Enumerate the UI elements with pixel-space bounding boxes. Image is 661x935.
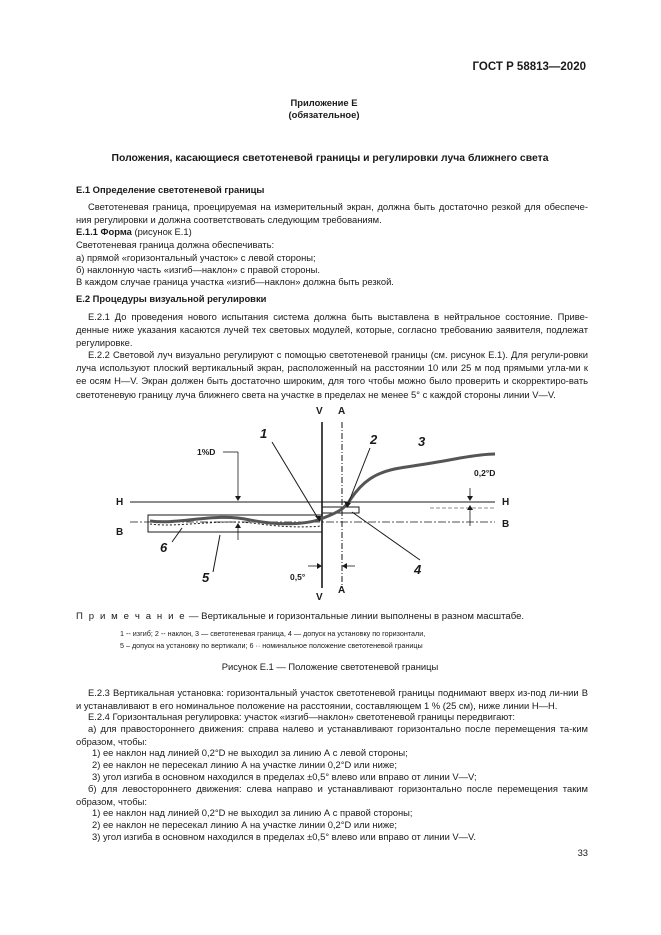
figure-legend-1: 1 -- изгиб; 2 -- наклон, 3 — светотеневая граница, 4 — допуск на установку по горизонтали, — [120, 629, 426, 638]
label-6: 6 — [160, 540, 168, 555]
paragraph-e24: Е.2.4 Горизонтальная регулировка: участок «изгиб—наклон» светотеневой границы передвигают: — [88, 711, 516, 722]
list-item-e11-b: б) наклонную часть «изгиб—наклон» с правой стороны. — [76, 264, 321, 275]
figure-note-text: — Вертикальные и горизонтальные линии выполнены в разном масштабе. — [186, 611, 525, 622]
label-1pct-d: 1%D — [197, 447, 216, 457]
section-e2-heading: Е.2 Процедуры визуальной регулировки — [76, 293, 267, 304]
label-4: 4 — [414, 562, 422, 577]
section-e11-heading — [76, 225, 192, 238]
list-item-e24-a2: 2) ее наклон не пересекал линию А на участке линии 0,2°D или ниже; — [92, 759, 397, 770]
label-a-top: A — [338, 406, 346, 417]
figure-legend-2: 5 – допуск на установку по вертикали; 6 ·· номинальное положение светотеневой границы — [120, 641, 423, 650]
appendix-status: (обязательное) — [288, 109, 360, 120]
list-item-e24-b2: 2) ее наклон не пересекал линию А на участке линии 0,2°D или ниже; — [92, 819, 397, 830]
figure-caption: Рисунок Е.1 — Положение светотеневой границы — [221, 661, 439, 672]
label-b-left: B — [116, 527, 124, 538]
standard-number: ГОСТ Р 58813—2020 — [472, 61, 586, 73]
section-e11-ref: (рисунок Е.1) — [131, 226, 192, 237]
section-e11-title: Е.1.1 Форма — [76, 226, 132, 237]
figure-note — [76, 611, 588, 622]
label-3: 3 — [418, 434, 426, 449]
paragraph-e11-intro: Светотеневая граница должна обеспечивать: — [76, 239, 275, 250]
paragraph-e23: Е.2.3 Вертикальная установка: горизонтальный участок светотеневой границы поднимают вверх из-под ли-нии В и устанавливают в его номинальное положение на расстоянии, составляющем 1 % (25 см), ниже линии Н—Н. — [76, 687, 588, 712]
paragraph-e11-end: В каждом случае граница участка «изгиб—наклон» должна быть резкой. — [76, 276, 394, 287]
page-number: 33 — [577, 847, 588, 858]
list-item-e24-b3: 3) угол изгиба в основном находился в пределах ±0,5° влево или вправо от линии V—V. — [92, 831, 477, 842]
label-02d: 0,2°D — [474, 468, 496, 478]
label-2: 2 — [370, 432, 378, 447]
figure-e1 — [100, 400, 540, 605]
appendix-title: Приложение Е — [290, 97, 358, 108]
label-v-bottom: V — [316, 592, 323, 603]
label-1: 1 — [260, 426, 268, 441]
section-e1-heading: Е.1 Определение светотеневой границы — [76, 184, 265, 195]
paragraph-e22: Е.2.2 Световой луч визуально регулируют с помощью светотеневой границы (см. рисунок Е.1). Для регули-ровки луча используют плоский вертикальный экран, расположенный на расстоянии 10 или 25 м под прямыми угла-ми к ее осям Н—V. Экран должен быть достаточно широким, для того чтобы можно было проверить и скорректиро-вать светотеневую границу луча ближнего света на участке в пределах не менее 5° с каждой стороны линии V—V. — [76, 349, 588, 400]
main-title: Положения, касающиеся светотеневой границы и регулировки луча ближнего света — [111, 153, 549, 164]
list-item-e11-a: а) прямой «горизонтальный участок» с левой стороны; — [76, 252, 316, 263]
paragraph-e1: Светотеневая граница, проецируемая на измерительный экран, должна быть достаточно резкой для обеспече-ния регулировки и должна соответствовать следующим требованиям. — [76, 201, 588, 226]
label-v-top: V — [316, 406, 323, 417]
list-item-e24-a1: 1) ее наклон над линией 0,2°D не выходил за линию А с левой стороны; — [92, 747, 408, 758]
label-5: 5 — [202, 570, 210, 585]
paragraph-e21: Е.2.1 До проведения нового испытания система должна быть выставлена в нейтральное состояние. Приве-денные ниже указания касаются лучей тех световых модулей, которые, согласно требованию заявителя, подлежат регулировке. — [76, 311, 588, 349]
figure-note-label: П р и м е ч а н и е — [76, 611, 187, 622]
paragraph-e24-b: б) для левостороннего движения: слева направо и устанавливают горизонтально после перемещения таким образом, чтобы: — [76, 783, 588, 808]
label-b-right: B — [502, 519, 510, 530]
label-05: 0,5° — [290, 572, 306, 582]
list-item-e24-a3: 3) угол изгиба в основном находился в пределах ±0,5° влево или вправо от линии V—V; — [92, 771, 477, 782]
list-item-e24-b1: 1) ее наклон над линией 0,2°D не выходил за линию А с правой стороны; — [92, 807, 413, 818]
label-h-right: H — [502, 497, 510, 508]
label-a-bottom: A — [338, 585, 346, 596]
label-h-left: H — [116, 497, 124, 508]
paragraph-e24-a: а) для правостороннего движения: справа налево и устанавливают горизонтально после перемещения та-ким образом, чтобы: — [76, 723, 588, 748]
